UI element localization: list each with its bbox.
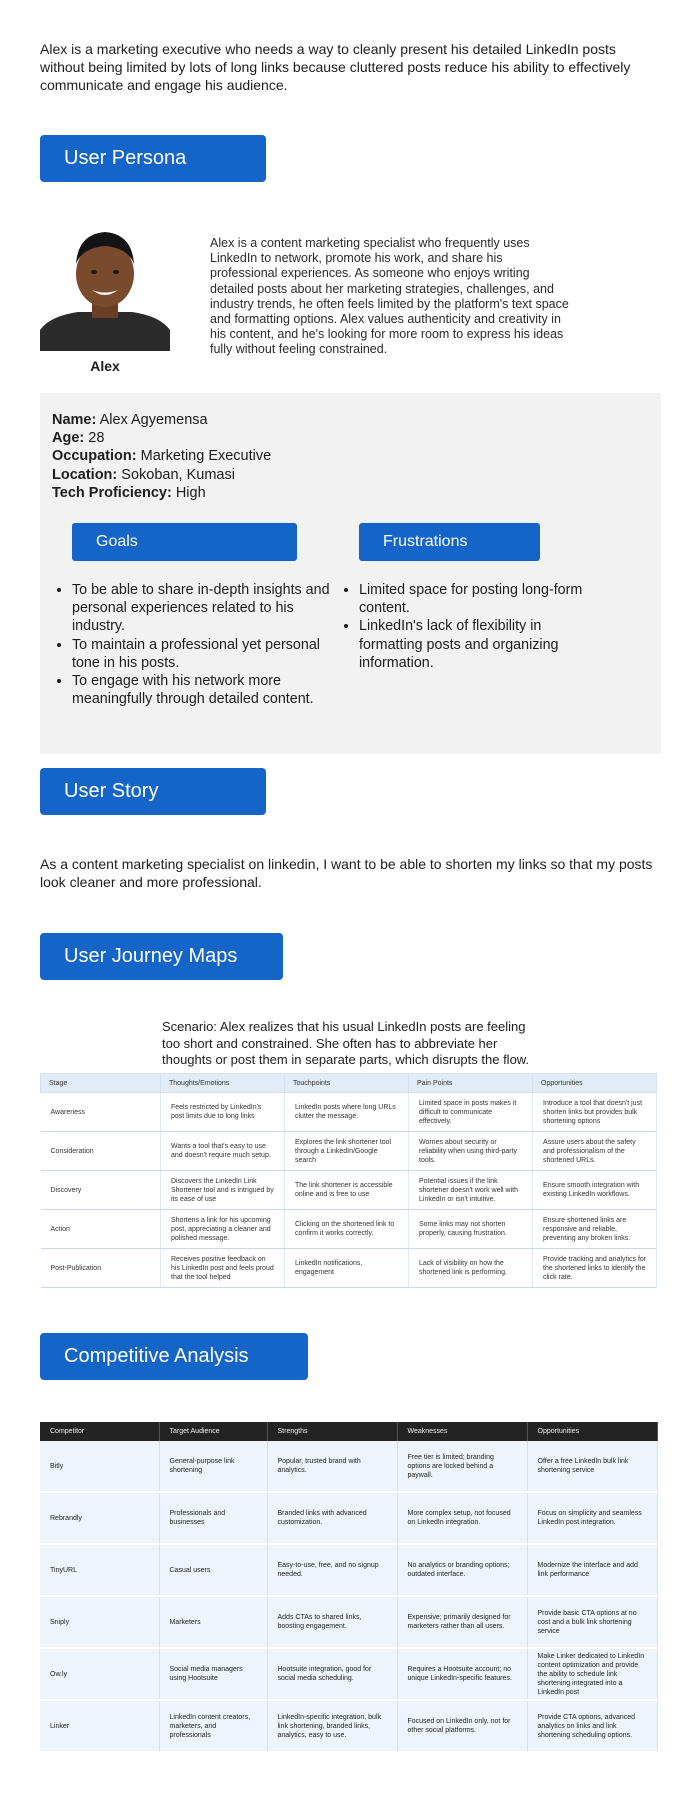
table-cell: LinkedIn notifications, engagement [285, 1249, 409, 1288]
goal-item: • To be able to share in-depth insights and personal experiences related to his industry. [72, 581, 337, 636]
user-story-text: As a content marketing specialist on linkedin, I want to be able to shorten my links so that my posts look cleaner and more professional. [40, 856, 653, 890]
table-cell: General-purpose link shortening [159, 1441, 267, 1492]
competitor-header: Strengths [267, 1422, 397, 1441]
table-cell: Adds CTAs to shared links, boosting engagement. [267, 1596, 397, 1648]
table-cell: LinkedIn-specific integration, bulk link shortening, branded links, analytics, easy to use. [267, 1700, 397, 1752]
table-cell: Lack of visibility on how the shortened link is performing. [409, 1249, 533, 1288]
table-cell: Provide basic CTA options at no cost and a bulk link shortening service [527, 1596, 657, 1648]
table-row [40, 1596, 657, 1648]
heading-user-story: User Story [40, 768, 266, 815]
table-cell: Branded links with advanced customization. [267, 1492, 397, 1544]
table-row [40, 1492, 657, 1544]
table-cell: Hootsuite integration, good for social media scheduling. [267, 1648, 397, 1700]
table-cell: The link shortener is accessible online and is free to use [285, 1171, 409, 1210]
fact-age: Age: 28 [52, 430, 105, 447]
journey-header: Stage [41, 1074, 161, 1093]
heading-competitive-analysis: Competitive Analysis [40, 1333, 308, 1380]
table-cell: Sniply [40, 1596, 159, 1648]
table-cell: Bitly [40, 1441, 159, 1492]
fact-tech-proficiency: Tech Proficiency: High [52, 484, 206, 501]
journey-header: Touchpoints [285, 1074, 409, 1093]
competitor-header: Target Audience [159, 1422, 267, 1441]
journey-header: Opportunities [533, 1074, 657, 1093]
table-cell: Focus on simplicity and seamless LinkedIn post integration. [527, 1492, 657, 1544]
table-cell: Shortens a link for his upcoming post, appreciating a cleaner and polished message. [161, 1210, 285, 1249]
persona-avatar [40, 220, 170, 351]
table-row [40, 1648, 657, 1700]
table-cell: Marketers [159, 1596, 267, 1648]
goal-item: • To maintain a professional yet personal tone in his posts. [72, 636, 337, 672]
table-cell: Make Linker dedicated to LinkedIn content optimization and provide the ability to schedule link shortening integrated into a LinkedIn post [527, 1648, 657, 1700]
table-cell: Ow.ly [40, 1648, 159, 1700]
table-cell: Limited space in posts makes it difficult to communicate effectively. [409, 1093, 533, 1132]
table-cell: Awareness [41, 1093, 161, 1132]
table-cell: More complex setup, not focused on LinkedIn integration. [397, 1492, 527, 1544]
scenario-text: Scenario: Alex realizes that his usual LinkedIn posts are feeling too short and constrained. She often has to abbreviate her thoughts or post them in separate parts, which disrupts the flow. [162, 1019, 530, 1067]
table-cell: Clicking on the shortened link to confirm it works correctly. [285, 1210, 409, 1249]
table-cell: Assure users about the safety and professionalism of the shortened URLs. [533, 1132, 657, 1171]
table-row [41, 1249, 657, 1288]
goals-list [55, 581, 337, 708]
table-row [41, 1093, 657, 1132]
table-cell: Discovers the LinkedIn Link Shortener tool and is intrigued by its ease of use [161, 1171, 285, 1210]
goal-item: • To engage with his network more meaningfully through detailed content. [72, 672, 337, 708]
table-cell: TinyURL [40, 1544, 159, 1596]
frustration-item: • Limited space for posting long-form content. [359, 581, 599, 617]
intro-text: Alex is a marketing executive who needs a way to cleanly present his detailed LinkedIn posts without being limited by lots of long links because cluttered posts reduce his ability to effectively communicate and engage his audience. [40, 41, 631, 93]
table-row [40, 1544, 657, 1596]
table-cell: Explores the link shortener tool through a LinkedIn/Google search [285, 1132, 409, 1171]
heading-user-persona: User Persona [40, 135, 266, 182]
table-cell: Action [41, 1210, 161, 1249]
table-cell: Focused on LinkedIn only, not for other social platforms. [397, 1700, 527, 1752]
heading-goals: Goals [72, 523, 297, 561]
table-cell: Easy-to-use, free, and no signup needed. [267, 1544, 397, 1596]
fact-location: Location: Sokoban, Kumasi [52, 466, 235, 483]
table-cell: Wants a tool that's easy to use and doesn't require much setup. [161, 1132, 285, 1171]
table-cell: Some links may not shorten properly, causing frustration. [409, 1210, 533, 1249]
table-cell: Post-Publication [41, 1249, 161, 1288]
table-cell: Requires a Hootsuite account; no unique LinkedIn-specific features. [397, 1648, 527, 1700]
table-cell: LinkedIn content creators, marketers, and professionals [159, 1700, 267, 1752]
table-cell: Linker [40, 1700, 159, 1752]
journey-header-row [41, 1074, 657, 1093]
competitor-header: Opportunities [527, 1422, 657, 1441]
competitor-header: Competitor [40, 1422, 159, 1441]
journey-header: Thoughts/Emotions [161, 1074, 285, 1093]
journey-header: Pain Points [409, 1074, 533, 1093]
table-cell: Consideration [41, 1132, 161, 1171]
table-cell: Free tier is limited; branding options are locked behind a paywall. [397, 1441, 527, 1492]
table-cell: Social media managers using Hootsuite [159, 1648, 267, 1700]
table-cell: Worries about security or reliability when using third-party tools. [409, 1132, 533, 1171]
fact-name: Name: Alex Agyemensa [52, 412, 208, 428]
table-cell: Introduce a tool that doesn't just shorten links but provides bulk shortening options [533, 1093, 657, 1132]
table-cell: Expensive; primarily designed for marketers rather than all users. [397, 1596, 527, 1648]
table-cell: Ensure shortened links are responsive and reliable, preventing any broken links. [533, 1210, 657, 1249]
table-cell: Offer a free LinkedIn bulk link shortening service [527, 1441, 657, 1492]
persona-bio: Alex is a content marketing specialist who frequently uses LinkedIn to network, promote his work, and share his professional experiences. As someone who enjoys writing detailed posts about her marketing strategies, challenges, and industry trends, he often feels limited by the platform's text space and formatting options. Alex values authenticity and creativity in his content, and he's looking for more room to express his ideas fully without feeling constrained. [210, 236, 569, 357]
frustrations-list [342, 581, 599, 672]
table-cell: Provide tracking and analytics for the shortened links to identify the click rate. [533, 1249, 657, 1288]
competitor-header-row [40, 1422, 657, 1441]
fact-occupation: Occupation: Marketing Executive [52, 448, 272, 465]
competitive-analysis-table [40, 1422, 658, 1753]
table-cell: Ensure smooth integration with existing LinkedIn workflows. [533, 1171, 657, 1210]
frustration-item: • LinkedIn's lack of flexibility in formatting posts and organizing information. [359, 617, 599, 672]
table-cell: Popular, trusted brand with analytics. [267, 1441, 397, 1492]
table-row [41, 1132, 657, 1171]
table-row [40, 1441, 657, 1492]
table-row [41, 1210, 657, 1249]
competitor-header: Weaknesses [397, 1422, 527, 1441]
table-row [40, 1700, 657, 1752]
heading-frustrations: Frustrations [359, 523, 540, 561]
table-cell: Feels restricted by LinkedIn's post limits due to long links [161, 1093, 285, 1132]
table-cell: Receives positive feedback on his LinkedIn post and feels proud that the tool helped [161, 1249, 285, 1288]
table-cell: No analytics or branding options; outdated interface. [397, 1544, 527, 1596]
table-cell: Modernize the interface and add link performance [527, 1544, 657, 1596]
table-cell: Discovery [41, 1171, 161, 1210]
table-row [41, 1171, 657, 1210]
table-cell: Potential issues if the link shortener doesn't work well with LinkedIn or isn't intuitive. [409, 1171, 533, 1210]
persona-facts [52, 411, 271, 502]
heading-user-journey-maps: User Journey Maps [40, 933, 283, 980]
persona-name: Alex [90, 358, 120, 374]
table-cell: Rebrandly [40, 1492, 159, 1544]
table-cell: Professionals and businesses [159, 1492, 267, 1544]
table-cell: Provide CTA options, advanced analytics on links and link shortening scheduling options. [527, 1700, 657, 1752]
journey-map-table [40, 1073, 657, 1288]
table-cell: LinkedIn posts where long URLs clutter the message. [285, 1093, 409, 1132]
table-cell: Casual users [159, 1544, 267, 1596]
